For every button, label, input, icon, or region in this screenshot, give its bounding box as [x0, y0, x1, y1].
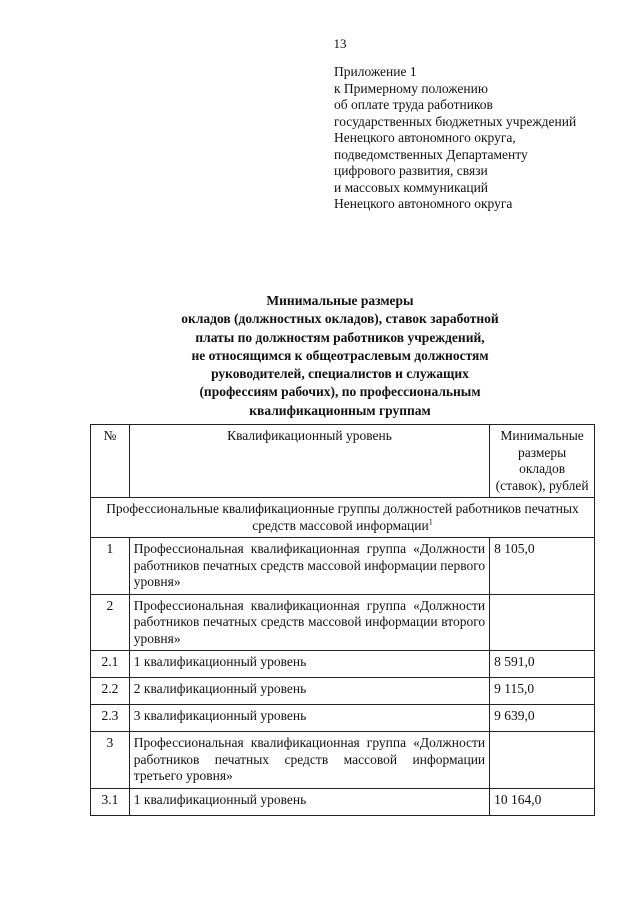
title-line: платы по должностям работников учреждений, — [195, 329, 485, 345]
title-line: (профессиям рабочих), по профессиональным — [199, 384, 481, 400]
table-row — [91, 788, 595, 815]
row-num: 3.1 — [91, 788, 130, 815]
appendix-line: об оплате труда работников — [334, 97, 493, 112]
row-level: 3 квалификационный уровень — [129, 705, 489, 732]
row-num: 2 — [91, 594, 130, 651]
table-row — [91, 538, 595, 595]
title-line: Минимальные размеры — [266, 293, 414, 308]
table-header-row — [91, 425, 595, 498]
row-level: 2 квалификационный уровень — [129, 678, 489, 705]
title-line: руководителей, специалистов и служащих — [211, 366, 469, 382]
table-row — [91, 678, 595, 705]
row-num: 3 — [91, 732, 130, 789]
row-amount: 8 105,0 — [490, 538, 595, 595]
title-line: не относящимся к общеотраслевым должностям — [191, 347, 489, 363]
section-text: Профессиональные квалификационные группы должностей работников печатных средств массовой информации — [106, 501, 579, 533]
document-title — [130, 292, 550, 420]
row-amount: 9 115,0 — [490, 678, 595, 705]
row-num: 2.2 — [91, 678, 130, 705]
footnote-marker: 1 — [428, 517, 433, 526]
row-level: Профессиональная квалификационная группа «Должности работников печатных средств массовой информации первого уровня» — [129, 538, 489, 595]
appendix-line: цифрового развития, связи — [334, 163, 488, 178]
row-num: 2.3 — [91, 705, 130, 732]
row-amount: 9 639,0 — [490, 705, 595, 732]
table-row — [91, 705, 595, 732]
row-level: 1 квалификационный уровень — [129, 788, 489, 815]
row-level: Профессиональная квалификационная группа «Должности работников печатных средств массовой информации второго уровня» — [129, 594, 489, 651]
row-amount — [490, 594, 595, 651]
header-level: Квалификационный уровень — [129, 425, 489, 498]
table-row — [91, 732, 595, 789]
row-num: 2.1 — [91, 651, 130, 678]
appendix-line: к Примерному положению — [334, 80, 488, 96]
row-amount — [490, 732, 595, 789]
row-level: Профессиональная квалификационная группа «Должности работников печатных средств массовой информации третьего уровня» — [129, 732, 489, 789]
header-amount: Минимальные размеры окладов (ставок), рублей — [490, 425, 595, 498]
title-line: окладов (должностных окладов), ставок заработной — [181, 311, 499, 327]
row-amount: 10 164,0 — [490, 788, 595, 815]
row-amount: 8 591,0 — [490, 651, 595, 678]
row-level: 1 квалификационный уровень — [129, 651, 489, 678]
appendix-line: Ненецкого автономного округа — [334, 196, 513, 211]
section-row — [91, 498, 595, 538]
table-row — [91, 651, 595, 678]
header-num: № — [91, 425, 130, 498]
appendix-line: Ненецкого автономного округа, — [334, 130, 516, 145]
salary-table — [90, 424, 595, 816]
appendix-line: подведомственных Департаменту — [334, 146, 528, 162]
table-row — [91, 594, 595, 651]
section-title — [91, 498, 595, 538]
appendix-note — [334, 64, 634, 213]
row-num: 1 — [91, 538, 130, 595]
appendix-line: Приложение 1 — [334, 64, 417, 79]
appendix-line: государственных бюджетных учреждений — [334, 113, 577, 129]
title-line: квалификационным группам — [249, 402, 431, 418]
appendix-line: и массовых коммуникаций — [334, 179, 489, 195]
page-number: 13 — [333, 36, 347, 51]
